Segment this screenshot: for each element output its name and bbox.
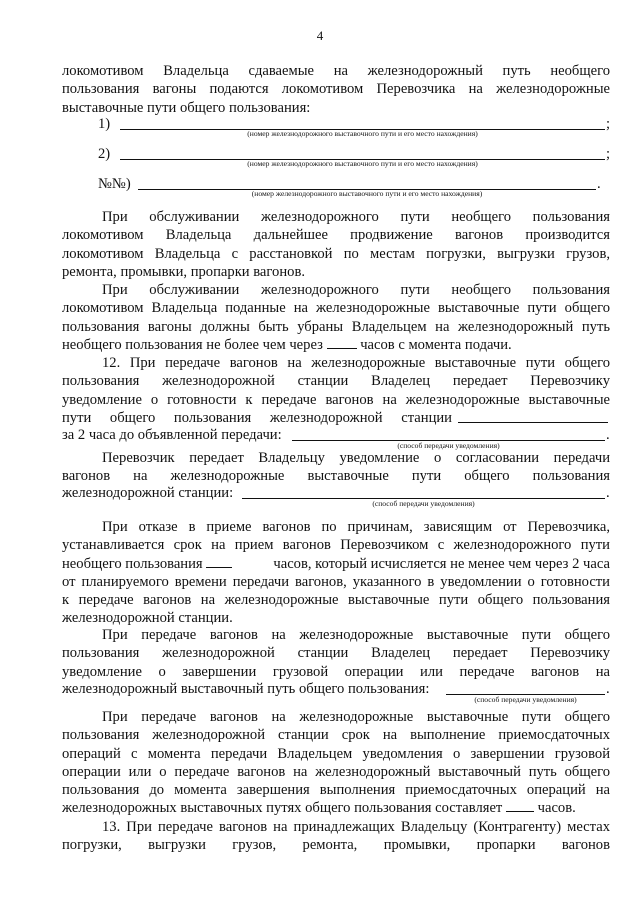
text-line: операции или о передаче вагонов на железнодорожный выставочный путь общего [62,763,610,780]
text-fragment: железнодорожных выставочных путях общего пользования составляет [62,800,503,817]
text-line: за 2 часа до объявленной передачи: [62,427,282,443]
text-line: Перевозчик передает Владельцу уведомление о согласовании передачи [102,450,610,466]
text-fragment: часов. [537,800,576,817]
text-line: устанавливается срок на прием вагонов Перевозчиком с железнодорожного пути [62,537,610,554]
text-line: 13. При передаче вагонов на принадлежащих Владельцу (Контрагенту) местах [102,819,610,835]
text-line: 12. При передаче вагонов на железнодорожные выставочные пути общего [102,355,610,371]
blank-end: . [597,176,601,192]
hours-blank [506,799,534,812]
text-line: локомотивом Владельца сдаваемые на железнодорожный путь необщего [62,63,610,79]
text-line: пользования вагоны подаются локомотивом Перевозчика на железнодорожные [62,81,610,98]
blank-caption: (номер железнодорожного выставочного пути и его место нахождения) [247,129,478,138]
text-line: вагонов на железнодорожные выставочные пути общего пользования [62,468,610,485]
text-line: пути общего пользования железнодорожной станции [62,410,452,426]
text-line: локомотивом Владельца дальнейшее продвижение вагонов производится [62,227,610,244]
text-line: к передаче вагонов на железнодорожные выставочные пути общего пользования [62,592,610,609]
paragraph-carrier-agreement [62,449,610,486]
blank-end: . [606,681,610,697]
paragraph-servicing [62,208,610,281]
blank-caption: (способ передачи уведомления) [397,441,500,450]
paragraph-12-readiness-notice [62,354,610,409]
blank-track-1 [62,116,611,138]
text-line: локомотивом Владельца с расстановкой по местам погрузки, выгрузки грузов, [62,245,610,262]
text-line: ремонта, промывки, пропарки вагонов. [62,263,305,280]
station-blank [458,422,608,423]
blank-label: 2) [98,146,111,162]
text-line [62,799,610,817]
text-line: При передаче вагонов на железнодорожные выставочные пути общего [102,627,610,643]
paragraph-13 [62,818,610,855]
text-line: уведомление о готовности к передаче вагонов на железнодорожные выставочные [62,391,610,408]
blank-end: . [606,427,610,443]
text-line: пользования железнодорожной станции Владелец передает Перевозчику [62,645,610,662]
text-fragment: часов, который исчисляется не менее чем через 2 часа [273,555,610,572]
text-line: погрузки, выгрузки грузов, ремонта, промывки, пропарки вагонов [62,837,610,854]
page-number: 4 [316,28,324,43]
text-line: железнодорожный выставочный путь общего пользования: [62,681,430,697]
text-line: локомотивом Владельца поданные на железнодорожные выставочные пути общего [62,300,610,317]
paragraph-completion-notice-end [62,681,610,704]
text-line [62,336,610,354]
paragraph-locomotive-delivery [62,62,610,117]
text-line: уведомление о завершении грузовой операции или передаче вагонов на [62,663,610,680]
blank-end: . [606,485,610,501]
text-line: пользования железнодорожной станции срок на выполнение приемосдаточных [62,727,610,744]
text-line: железнодорожной станции: [62,485,234,501]
text-line: При обслуживании железнодорожного пути необщего пользования [102,209,610,225]
paragraph-12-line4 [62,409,610,427]
blank-caption: (способ передачи уведомления) [474,695,577,704]
text-line: железнодорожной станции. [62,610,233,627]
text-line: выставочные пути общего пользования: [62,99,311,116]
paragraph-removal [62,281,610,354]
text-line: При передаче вагонов на железнодорожные выставочные пути общего [102,709,610,725]
text-fragment: необщего пользования [62,555,203,572]
text-line [62,555,610,573]
blank-label: 1) [98,116,111,132]
blank-caption: (способ передачи уведомления) [372,499,475,508]
text-line: от планируемого времени передачи вагонов, указанного в уведомлении о готовности [62,573,610,590]
text-line: пользования до момента завершения выполнения приемосдаточных операций на [62,782,610,799]
text-line: При обслуживании железнодорожного пути необщего пользования [102,282,610,298]
text-line: операций с момента передачи Владельцем уведомления о завершении грузовой [62,745,610,762]
hours-blank [327,336,357,349]
blank-end: ; [606,116,611,132]
text-fragment: необщего пользования не более чем через [62,336,323,353]
paragraph-acceptance-period [62,708,610,818]
text-line: пользования железнодорожной станции Владелец передает Перевозчику [62,373,610,390]
paragraph-carrier-agreement-end [62,485,610,508]
blank-caption: (номер железнодорожного выставочного пути и его место нахождения) [251,189,483,198]
blank-track-n [62,176,610,198]
text-fragment: часов с момента подачи. [360,336,512,353]
text-line: пользования вагоны должны быть убраны Владельцем на железнодорожный путь [62,318,610,335]
paragraph-refusal [62,518,610,628]
paragraph-12-line5 [62,427,610,450]
blank-end: ; [606,146,611,162]
text-line: При отказе в приеме вагонов по причинам, зависящим от Перевозчика, [102,519,610,535]
paragraph-completion-notice [62,626,610,681]
blank-caption: (номер железнодорожного выставочного пути и его место нахождения) [247,159,478,168]
blank-label: №№) [98,176,131,192]
blank-track-2 [62,146,611,168]
hours-blank [206,555,232,568]
